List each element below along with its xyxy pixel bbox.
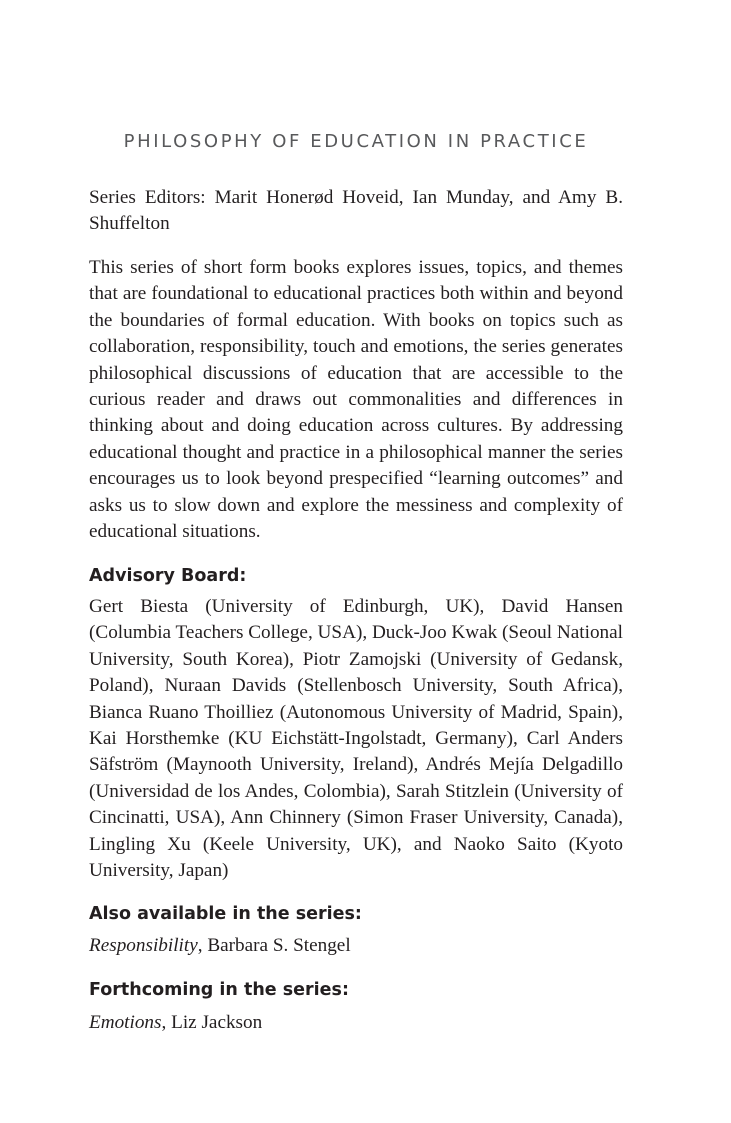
- advisory-board-members: Gert Biesta (University of Edinburgh, UK), David Hansen (Columbia Teachers College, USA), Duck-Joo Kwak (Seoul National University, South Korea), Piotr Zamojski (University of Gedansk, Poland), Nuraan Davids (Stellenbosch University, South Africa), Bianca Ruano Thoilliez (Autonomous University of Madrid, Spain), Kai Horsthemke (KU Eichstätt-Ingolstadt, Germany), Carl Anders Säfström (Maynooth University, Ireland), Andrés Mejía Delgadillo (Universidad de los Andes, Colombia), Sarah Stitzlein (University of Cincinatti, USA), Ann Chinnery (Simon Fraser University, Canada), Lingling Xu (Keele University, UK), and Naoko Saito (Kyoto University, Japan): [89, 596, 623, 882]
- series-description: This series of short form books explores issues, topics, and themes that are foundational to educational practices both within and beyond the boundaries of formal education. With books on topics such as collaboration, responsibility, touch and emotions, the series generates philosophical discussions of education that are accessible to the curious reader and draws out commonalities and differences in thinking about and doing education across cultures. By addressing educational thought and practice in a philosophical manner the series encourages us to look beyond prespecified “learning outcomes” and asks us to slow down and explore the messiness and complexity of educational situations.: [89, 257, 623, 543]
- page: [89, 0, 623, 1123]
- series-editors-label: Series Editors:: [89, 187, 206, 208]
- series-editors-names: Marit Honerød Hoveid, Ian Munday, and Amy B. Shuffelton: [89, 187, 624, 235]
- advisory-board-heading: Advisory Board:: [89, 566, 247, 586]
- series-editors: [89, 185, 623, 238]
- forthcoming-entry: [89, 1010, 623, 1036]
- forthcoming-book-title: Emotions: [89, 1012, 162, 1033]
- also-available-book-title: Responsibility: [89, 935, 198, 956]
- also-available-author: , Barbara S. Stengel: [197, 935, 351, 956]
- forthcoming-heading: Forthcoming in the series:: [89, 980, 349, 1000]
- also-available-heading: Also available in the series:: [89, 904, 362, 924]
- series-title: PHILOSOPHY OF EDUCATION IN PRACTICE: [123, 131, 589, 152]
- also-available-entry: [89, 933, 623, 959]
- forthcoming-author: , Liz Jackson: [161, 1012, 263, 1033]
